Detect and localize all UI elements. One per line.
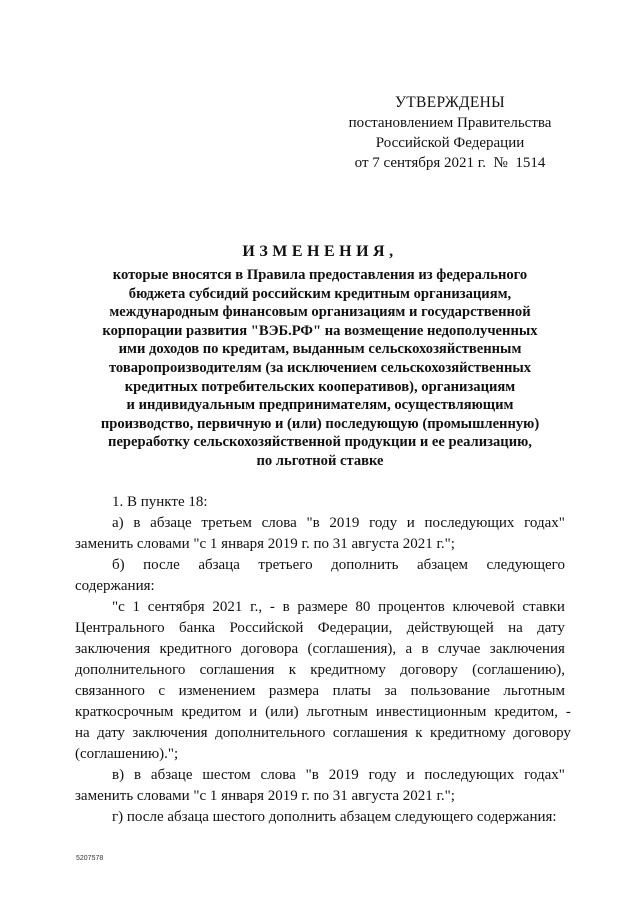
body-word: соглашения bbox=[332, 725, 408, 741]
body-line bbox=[75, 660, 565, 681]
body-word: году bbox=[368, 767, 397, 783]
body-word: (соглашению), bbox=[472, 662, 565, 678]
approval-block bbox=[300, 93, 600, 173]
body-line bbox=[75, 597, 565, 618]
body-word: абзацем bbox=[416, 557, 469, 573]
body-text bbox=[75, 492, 571, 828]
subtitle-line: которые вносятся в Правила предоставления из федерального bbox=[112, 267, 528, 283]
body-word: случае bbox=[437, 641, 481, 657]
subtitle-line: ими доходов по кредитам, выданным сельскохозяйственным bbox=[118, 341, 522, 358]
body-word: изменением bbox=[178, 683, 256, 699]
approval-line-1: постановлением Правительства bbox=[348, 115, 552, 131]
body-word: кредитному bbox=[310, 662, 386, 678]
body-line bbox=[75, 618, 565, 639]
body-word: (соглашения), bbox=[307, 641, 397, 657]
body-word: "в bbox=[306, 515, 320, 531]
body-word: слова bbox=[260, 767, 296, 783]
body-word: - bbox=[269, 599, 275, 615]
body-word: кредитом, bbox=[494, 704, 559, 720]
body-word: дополнительного bbox=[215, 725, 326, 741]
body-word: связанного bbox=[75, 683, 145, 699]
body-word: дополнительного bbox=[75, 662, 186, 678]
body-line bbox=[75, 639, 565, 660]
body-word: сентября bbox=[147, 599, 205, 615]
document-code: 5207578 bbox=[76, 855, 104, 862]
body-word: 2019 bbox=[329, 515, 360, 531]
body-word: с bbox=[158, 683, 166, 699]
body-word: процентов bbox=[378, 599, 445, 615]
body-word: в bbox=[421, 641, 429, 657]
body-word: в bbox=[282, 599, 290, 615]
body-line: (соглашению)."; bbox=[75, 746, 179, 762]
subtitle-line: производство, первичную и (или) последующую (промышленную) bbox=[100, 415, 540, 432]
body-word: кредитному bbox=[430, 725, 506, 741]
body-word: б) bbox=[112, 557, 125, 573]
subtitle-line: бюджета субсидий российским кредитным организациям, bbox=[128, 285, 512, 302]
subtitle-line: корпорации развития "ВЭБ.РФ" на возмещение недополученных bbox=[102, 322, 538, 339]
body-word: ставки bbox=[522, 599, 565, 615]
approval-line-2: Российской Федерации bbox=[375, 135, 525, 151]
subtitle-line: кредитных потребительских кооперативов), организациям bbox=[124, 378, 516, 395]
body-word: и bbox=[249, 704, 258, 720]
body-word: на bbox=[75, 725, 90, 741]
body-word: - bbox=[565, 704, 571, 720]
body-word: (или) bbox=[265, 704, 299, 720]
body-word: в bbox=[133, 515, 141, 531]
body-line: 1. В пункте 18: bbox=[112, 494, 208, 510]
body-word: "с bbox=[112, 599, 125, 615]
body-word: к bbox=[415, 725, 423, 741]
body-word: инвестиционным bbox=[375, 704, 487, 720]
body-word: в bbox=[133, 767, 142, 783]
body-word: а) bbox=[112, 515, 124, 531]
body-word: последующих bbox=[424, 767, 515, 783]
body-word: за bbox=[384, 683, 398, 699]
body-word: пользование bbox=[410, 683, 490, 699]
body-word: льготным bbox=[306, 704, 369, 720]
body-word: кредитного bbox=[159, 641, 232, 657]
body-word: а bbox=[405, 641, 413, 657]
body-word: после bbox=[143, 557, 180, 573]
body-line bbox=[75, 513, 565, 534]
changes-subtitle bbox=[75, 266, 565, 471]
body-word: году bbox=[369, 515, 398, 531]
body-line bbox=[75, 765, 565, 786]
body-line bbox=[75, 702, 571, 723]
subtitle-line: товаропроизводителям (за исключением сельскохозяйственных bbox=[108, 359, 532, 376]
body-word: слова bbox=[261, 515, 297, 531]
body-word: Российской bbox=[229, 620, 304, 636]
changes-title: ИЗМЕНЕНИЯ, bbox=[242, 243, 398, 260]
body-word: договору bbox=[513, 725, 571, 741]
body-word: платы bbox=[332, 683, 371, 699]
body-word: кредитом bbox=[181, 704, 242, 720]
body-word: абзаца bbox=[198, 557, 240, 573]
body-word: к bbox=[288, 662, 296, 678]
body-word: заключения bbox=[489, 641, 565, 657]
body-line: содержания: bbox=[75, 578, 155, 594]
body-word: краткосрочным bbox=[75, 704, 174, 720]
body-word: дополнить bbox=[331, 557, 399, 573]
body-word: 2019 bbox=[328, 767, 359, 783]
body-line bbox=[75, 681, 565, 702]
body-word: Федерации, bbox=[317, 620, 393, 636]
body-word: "в bbox=[305, 767, 319, 783]
body-word: заключения bbox=[75, 641, 151, 657]
body-word: третьего bbox=[258, 557, 313, 573]
body-line bbox=[75, 723, 571, 744]
body-word: дату bbox=[97, 725, 125, 741]
body-word: ключевой bbox=[452, 599, 515, 615]
subtitle-line: и индивидуальным предпринимателям, осуществляющим bbox=[126, 397, 514, 414]
body-word: на bbox=[508, 620, 523, 636]
subtitle-line: переработку сельскохозяйственной продукции и ее реализацию, bbox=[108, 434, 532, 451]
approval-line-3: от 7 сентября 2021 г. № 1514 bbox=[354, 155, 546, 171]
body-word: третьем bbox=[201, 515, 252, 531]
body-word: в) bbox=[112, 767, 125, 783]
body-word: льготным bbox=[503, 683, 565, 699]
body-word: и bbox=[406, 767, 415, 783]
body-word: 2021 bbox=[212, 599, 243, 615]
body-word: годах" bbox=[524, 767, 565, 783]
body-word: договору bbox=[400, 662, 458, 678]
body-line: заменить словами "с 1 января 2019 г. по 31 августа 2021 г."; bbox=[75, 788, 455, 804]
body-word: 1 bbox=[132, 599, 141, 615]
body-word: размере bbox=[297, 599, 348, 615]
body-word: договора bbox=[241, 641, 299, 657]
body-word: соглашения bbox=[199, 662, 275, 678]
body-word: последующих bbox=[424, 515, 515, 531]
body-word: следующего bbox=[486, 557, 565, 573]
body-word: шестом bbox=[202, 767, 251, 783]
body-word: и bbox=[406, 515, 415, 531]
subtitle-line: международным финансовым организациям и государственной bbox=[109, 304, 531, 321]
body-line bbox=[75, 555, 565, 576]
body-word: действующей bbox=[406, 620, 494, 636]
body-word: Центрального bbox=[75, 620, 165, 636]
body-word: банка bbox=[179, 620, 216, 636]
body-word: абзаце bbox=[150, 767, 193, 783]
body-word: размера bbox=[268, 683, 320, 699]
subtitle-line: по льготной ставке bbox=[256, 452, 384, 469]
body-line: г) после абзаца шестого дополнить абзацем следующего содержания: bbox=[112, 809, 557, 825]
body-word: дату bbox=[537, 620, 565, 636]
body-word: г., bbox=[250, 599, 263, 615]
body-word: годах" bbox=[524, 515, 565, 531]
body-word: абзаце bbox=[150, 515, 192, 531]
body-word: заключения bbox=[132, 725, 208, 741]
body-line: заменить словами "с 1 января 2019 г. по 31 августа 2021 г."; bbox=[75, 536, 455, 552]
approval-title: УТВЕРЖДЕНЫ bbox=[395, 94, 505, 111]
body-word: 80 bbox=[355, 599, 371, 615]
